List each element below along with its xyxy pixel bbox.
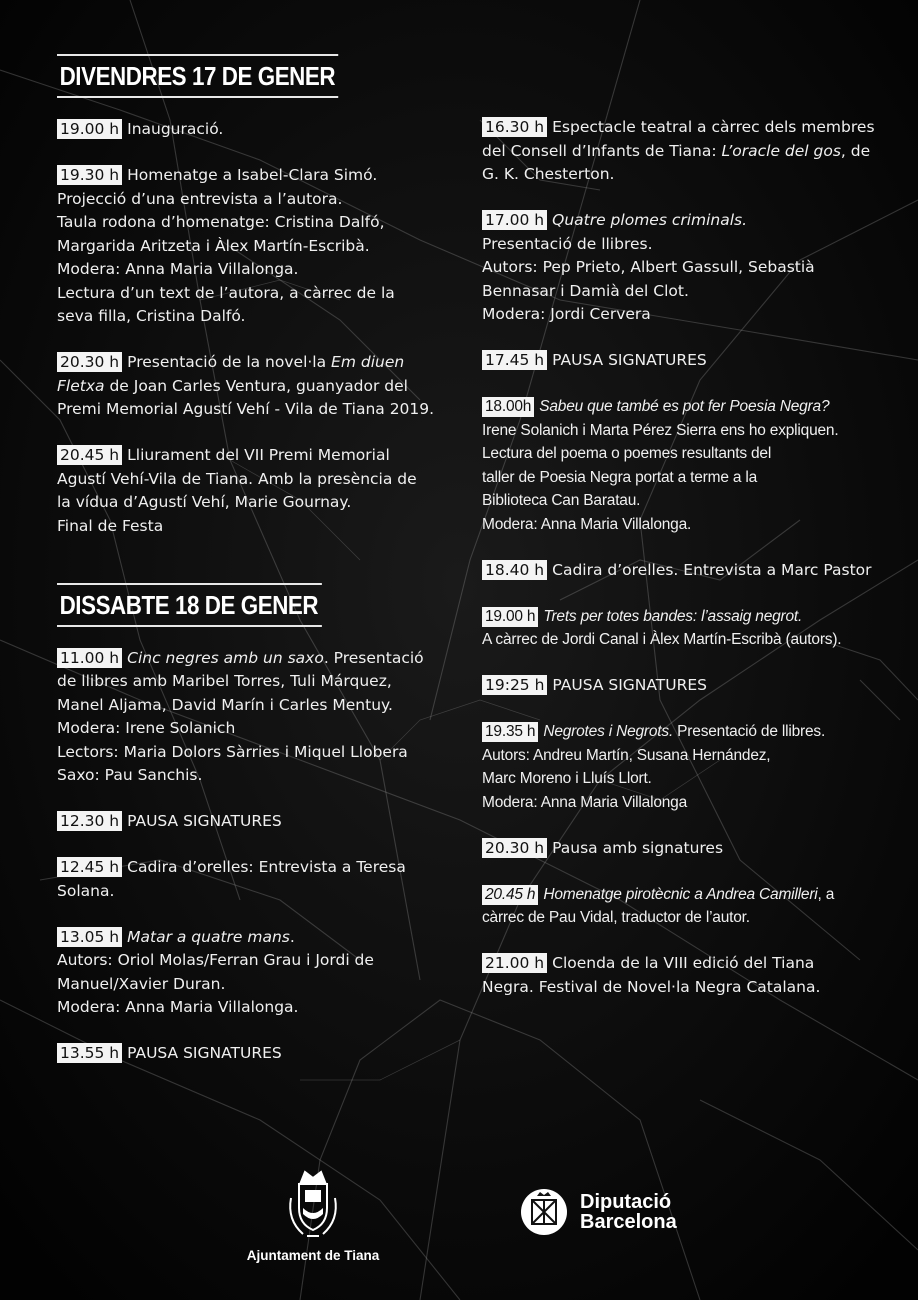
event-title-italic: Matar a quatre mans	[127, 927, 290, 946]
event-line	[482, 256, 882, 280]
event-line	[482, 233, 882, 257]
event-text: Modera: Anna Maria Villalonga.	[57, 998, 299, 1016]
time-badge: 20.45 h	[482, 885, 538, 905]
event-text: la vídua d’Agustí Vehí, Marie Gournay.	[57, 493, 352, 511]
event-line	[482, 837, 882, 861]
diputacio-logo-text	[580, 1192, 677, 1232]
event-line	[57, 926, 437, 950]
event-text: Modera: Jordi Cervera	[482, 305, 651, 323]
event-text: Cloenda de la VIII edició del Tiana	[552, 954, 815, 972]
event-text: Projecció d’una entrevista a l’autora.	[57, 189, 343, 208]
event-text: Presentació de llibres.	[673, 723, 826, 740]
time-badge: 12.30 h	[57, 811, 122, 831]
event-text: Presentació de llibres.	[482, 234, 653, 253]
tiana-coat-of-arms-icon	[281, 1168, 345, 1242]
event-text: Irene Solanich i Marta Pérez Sierra ens ho expliquen.	[482, 421, 839, 439]
schedule-event	[57, 164, 437, 329]
schedule-event	[482, 395, 882, 536]
event-line	[482, 674, 882, 698]
schedule-event	[57, 351, 437, 422]
event-text: Modera: Anna Maria Villalonga.	[482, 515, 692, 533]
event-text: Modera: Anna Maria Villalonga.	[57, 260, 299, 278]
event-line	[57, 188, 437, 212]
event-text: Espectacle teatral a càrrec dels membres	[552, 118, 875, 136]
time-badge: 12.45 h	[57, 857, 122, 877]
event-line	[482, 395, 882, 419]
event-text: Autors: Oriol Molas/Ferran Grau i Jordi de	[57, 951, 374, 969]
event-title-italic: Quatre plomes criminals.	[552, 211, 748, 229]
diputacio-logo-line2: Barcelona	[580, 1211, 677, 1233]
time-badge: 13.05 h	[57, 927, 122, 947]
event-line	[57, 741, 437, 765]
time-badge: 19.00 h	[482, 607, 538, 627]
event-line	[57, 468, 437, 492]
event-text: . Presentació	[323, 648, 424, 667]
event-text: Final de Festa	[57, 516, 164, 535]
event-line	[57, 810, 437, 834]
time-badge: 19.35 h	[482, 722, 538, 742]
event-line	[57, 282, 437, 306]
event-line	[57, 515, 437, 539]
time-badge: 18.00h	[482, 397, 534, 417]
event-line	[482, 513, 882, 537]
event-line	[57, 375, 437, 399]
event-text: PAUSA SIGNATURES	[552, 676, 708, 694]
event-line	[57, 235, 437, 259]
event-text: Cadira d’orelles: Entrevista a Teresa	[127, 858, 406, 876]
schedule-event	[482, 605, 882, 652]
time-badge: 20.30 h	[57, 352, 122, 372]
event-line	[57, 670, 437, 694]
event-line	[482, 116, 882, 140]
event-text: Marc Moreno i Lluís Llort.	[482, 770, 652, 787]
event-text: taller de Poesia Negra portat a terme a la	[482, 468, 758, 486]
event-line	[57, 764, 437, 788]
event-line	[482, 720, 882, 744]
event-line	[482, 466, 882, 490]
schedule-event	[57, 810, 437, 834]
event-text: Cadira d’orelles. Entrevista a Marc Pastor	[552, 560, 872, 579]
schedule-event	[482, 674, 882, 698]
event-text: de Joan Carles Ventura, guanyador del	[104, 376, 408, 395]
event-line	[482, 303, 882, 327]
time-badge: 21.00 h	[482, 953, 547, 973]
right-column	[482, 116, 882, 1022]
event-text: Agustí Vehí-Vila de Tiana. Amb la presència de	[57, 469, 417, 488]
event-text: , de	[840, 141, 871, 160]
event-line	[482, 976, 882, 1000]
event-line	[482, 952, 882, 976]
event-text: Autors: Andreu Martín, Susana Hernández,	[482, 746, 771, 764]
event-line	[482, 559, 882, 583]
event-text: Saxo: Pau Sanchis.	[57, 766, 203, 784]
ajuntament-tiana-logo	[238, 1168, 388, 1263]
event-line	[57, 491, 437, 515]
event-title-italic: Negrotes i Negrots.	[543, 723, 674, 740]
event-title-italic: Homenatge pirotècnic a Andrea Camilleri	[543, 885, 818, 903]
event-text: .	[289, 927, 295, 946]
event-line	[57, 856, 437, 880]
event-text: PAUSA SIGNATURES	[552, 351, 707, 369]
time-badge: 11.00 h	[57, 648, 122, 668]
saturday-header: DISSABTE 18 DE GENER	[57, 583, 322, 627]
event-text: de llibres amb Maribel Torres, Tuli Márquez,	[57, 672, 392, 690]
event-text: Lliurament del VII Premi Memorial	[127, 446, 390, 464]
event-text: PAUSA SIGNATURES	[127, 812, 282, 830]
diputacio-emblem-icon	[520, 1188, 568, 1236]
event-line	[57, 647, 437, 671]
saturday-events	[57, 647, 437, 1066]
event-line	[482, 209, 882, 233]
event-title-italic: Fletxa	[57, 376, 105, 395]
time-badge: 19:25 h	[482, 675, 547, 695]
event-line	[482, 140, 882, 164]
diputacio-barcelona-logo	[520, 1188, 700, 1236]
friday-header: DIVENDRES 17 DE GENER	[57, 54, 339, 98]
event-text: Inauguració.	[127, 120, 224, 138]
event-line	[482, 744, 882, 768]
time-badge: 20.30 h	[482, 838, 547, 858]
event-text: Homenatge a Isabel-Clara Simó.	[127, 166, 378, 184]
event-line	[57, 880, 437, 904]
event-text: Modera: Irene Solanich	[57, 719, 236, 737]
event-text: A càrrec de Jordi Canal i Àlex Martín-Escribà (autors).	[482, 631, 842, 648]
event-title-italic: Sabeu que també es pot fer Poesia Negra?	[539, 398, 830, 415]
event-line	[57, 211, 437, 235]
event-line	[57, 118, 437, 142]
time-badge: 13.55 h	[57, 1043, 122, 1063]
event-line	[482, 442, 882, 466]
schedule-event	[57, 856, 437, 903]
schedule-event	[482, 952, 882, 999]
left-column	[57, 54, 437, 1088]
event-line	[482, 628, 882, 652]
event-line	[57, 694, 437, 718]
event-line	[57, 996, 437, 1020]
schedule-event	[57, 647, 437, 788]
time-badge: 19.30 h	[57, 165, 122, 185]
event-text: Autors: Pep Prieto, Albert Gassull, Sebastià	[482, 258, 815, 276]
time-badge: 20.45 h	[57, 445, 122, 465]
event-title-italic: Em diuen	[331, 353, 405, 371]
time-badge: 16.30 h	[482, 117, 547, 137]
schedule-event	[482, 209, 882, 327]
event-line	[482, 883, 882, 907]
saturday-continued-events	[482, 116, 882, 999]
schedule-event	[57, 118, 437, 142]
event-text: Premi Memorial Agustí Vehí - Vila de Tiana 2019.	[57, 400, 435, 418]
event-line	[482, 163, 882, 187]
event-text: Lectors: Maria Dolors Sàrries i Miquel Llobera	[57, 742, 408, 761]
event-text: Biblioteca Can Baratau.	[482, 492, 641, 509]
event-text: Pausa amb signatures	[552, 838, 724, 857]
event-text: Margarida Aritzeta i Àlex Martín-Escribà.	[57, 236, 370, 255]
schedule-event	[482, 883, 882, 930]
time-badge: 17.45 h	[482, 350, 547, 370]
event-line	[57, 351, 437, 375]
diputacio-logo-line1: Diputació	[580, 1191, 672, 1213]
schedule-event	[482, 559, 882, 583]
friday-events	[57, 118, 437, 538]
event-text: Manel Aljama, David Marín i Carles Mentuy.	[57, 695, 393, 714]
event-line	[57, 717, 437, 741]
event-title-italic: L’oracle del gos	[721, 141, 841, 160]
event-line	[482, 791, 882, 815]
event-text: G. K. Chesterton.	[482, 165, 615, 183]
event-line	[57, 1042, 437, 1066]
event-text: Negra. Festival de Novel·la Negra Catalana.	[482, 977, 821, 996]
schedule-event	[482, 837, 882, 861]
event-text: del Consell d’Infants de Tiana:	[482, 141, 722, 160]
event-line	[57, 164, 437, 188]
event-text: Solana.	[57, 881, 115, 900]
schedule-event	[57, 1042, 437, 1066]
event-line	[482, 906, 882, 930]
event-text: seva filla, Cristina Dalfó.	[57, 307, 246, 325]
event-text: Modera: Anna Maria Villalonga	[482, 793, 688, 811]
event-line	[482, 419, 882, 443]
event-text: Taula rodona d’homenatge: Cristina Dalfó,	[57, 213, 385, 231]
event-line	[482, 489, 882, 513]
event-text: Lectura d’un text de l’autora, a càrrec de la	[57, 283, 395, 302]
event-text: càrrec de Pau Vidal, traductor de l’autor.	[482, 909, 750, 926]
event-line	[482, 767, 882, 791]
event-title-italic: Trets per totes bandes: l’assaig negrot.	[543, 607, 803, 625]
event-text: Lectura del poema o poemes resultants del	[482, 445, 772, 462]
event-title-italic: Cinc negres amb un saxo	[127, 648, 324, 667]
event-line	[57, 444, 437, 468]
time-badge: 17.00 h	[482, 210, 547, 230]
event-line	[482, 280, 882, 304]
event-line	[57, 973, 437, 997]
schedule-event	[482, 116, 882, 187]
tiana-logo-label: Ajuntament de Tiana	[246, 1248, 380, 1263]
time-badge: 19.00 h	[57, 119, 122, 139]
event-line	[482, 349, 882, 373]
event-line	[57, 949, 437, 973]
schedule-event	[57, 926, 437, 1020]
event-line	[482, 605, 882, 629]
event-line	[57, 258, 437, 282]
event-text: Bennasar i Damià del Clot.	[482, 281, 689, 300]
time-badge: 18.40 h	[482, 560, 547, 580]
event-line	[57, 398, 437, 422]
event-text: PAUSA SIGNATURES	[127, 1044, 282, 1062]
event-line	[57, 305, 437, 329]
schedule-event	[482, 349, 882, 373]
event-text: , a	[817, 885, 835, 903]
event-text: Manuel/Xavier Duran.	[57, 974, 226, 993]
schedule-event	[482, 720, 882, 814]
schedule-event	[57, 444, 437, 538]
event-text: Presentació de la novel·la	[127, 353, 332, 371]
